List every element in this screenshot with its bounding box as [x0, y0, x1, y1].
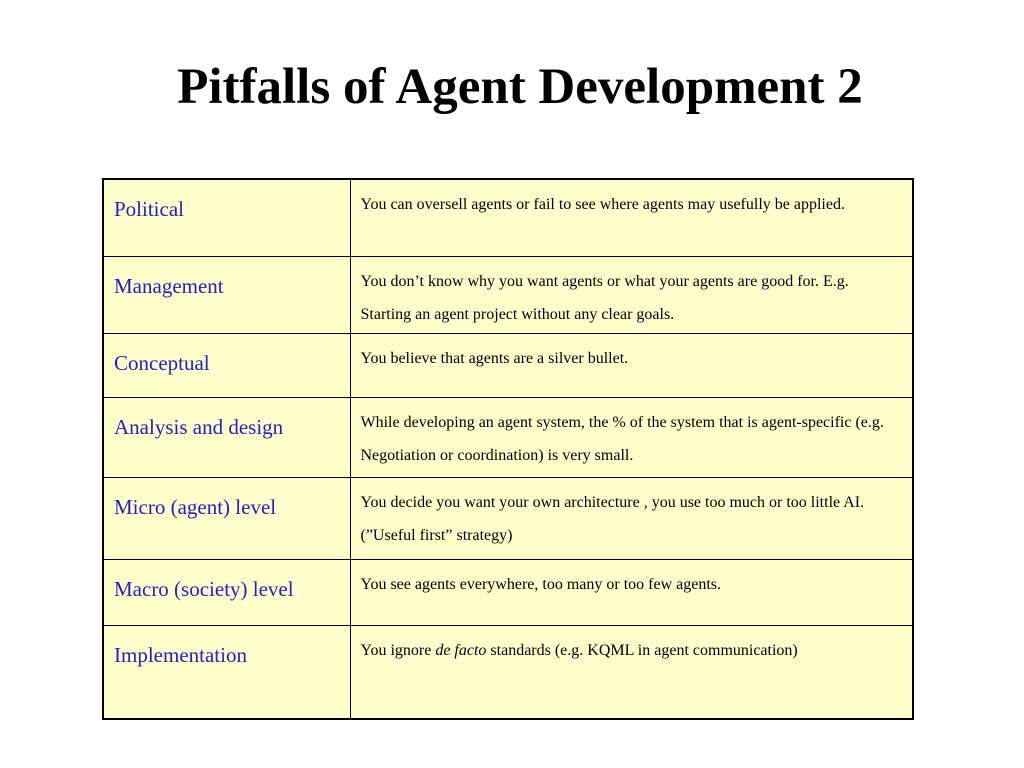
description-cell: You believe that agents are a silver bullet. — [350, 333, 913, 397]
description-text: standards (e.g. KQML in agent communication) — [486, 641, 798, 659]
table-row — [103, 179, 913, 256]
category-cell: Analysis and design — [103, 397, 350, 477]
description-cell: You don’t know why you want agents or what your agents are good for. E.g. Starting an agent project without any clear goals. — [350, 256, 913, 333]
table-row — [103, 477, 913, 559]
slide-title: Pitfalls of Agent Development 2 — [177, 59, 863, 115]
category-cell: Management — [103, 256, 350, 333]
pitfalls-table — [102, 178, 914, 720]
table-row — [103, 333, 913, 397]
category-cell: Macro (society) level — [103, 559, 350, 625]
description-cell: You decide you want your own architecture , you use too much or too little AI. (”Useful first” strategy) — [350, 477, 913, 559]
description-cell: While developing an agent system, the % of the system that is agent-specific (e.g. Negotiation or coordination) is very small. — [350, 397, 913, 477]
description-cell: You can oversell agents or fail to see where agents may usefully be applied. — [350, 179, 913, 256]
description-cell: You see agents everywhere, too many or too few agents. — [350, 559, 913, 625]
category-cell: Micro (agent) level — [103, 477, 350, 559]
description-cell — [350, 625, 913, 719]
table-row — [103, 256, 913, 333]
table-row — [103, 397, 913, 477]
category-cell: Implementation — [103, 625, 350, 719]
emphasis-text: de facto — [435, 641, 487, 659]
category-cell: Political — [103, 179, 350, 256]
category-cell: Conceptual — [103, 333, 350, 397]
description-text: You ignore — [360, 641, 436, 659]
table-row — [103, 559, 913, 625]
table-row — [103, 625, 913, 719]
